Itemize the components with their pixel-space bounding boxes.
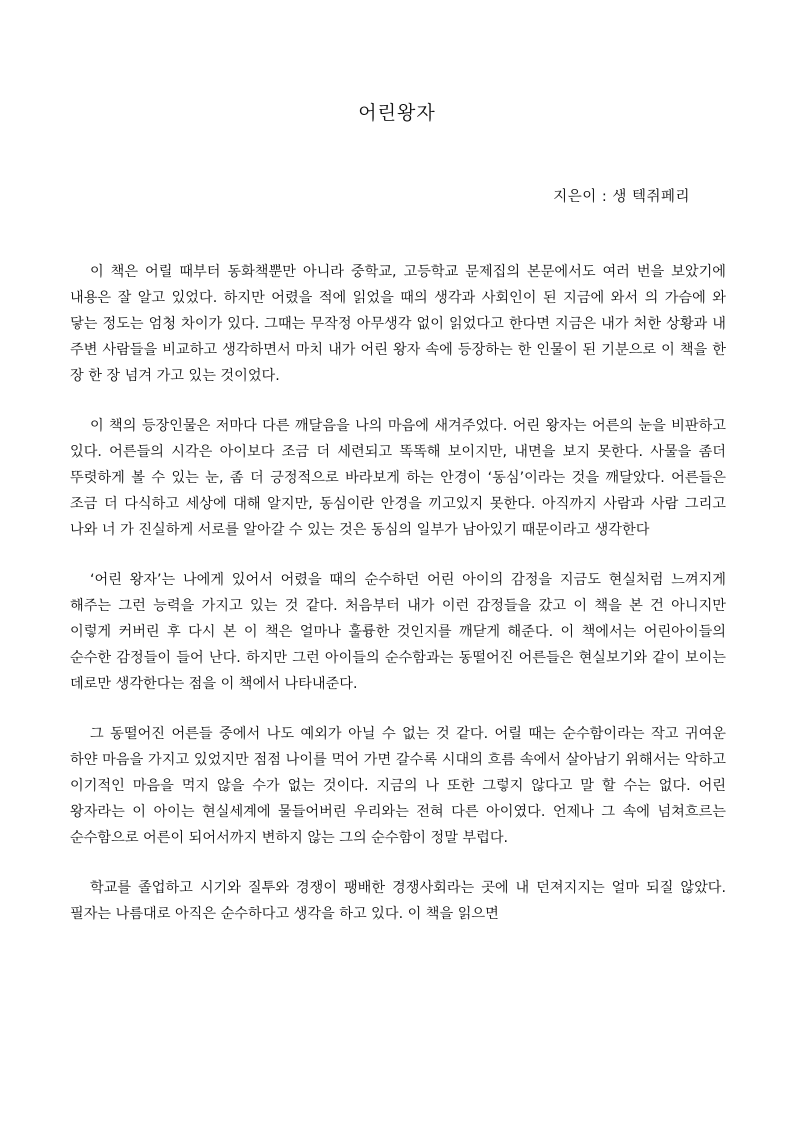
document-title: 어린왕자 (358, 102, 436, 124)
body-paragraph: 이 책은 어릴 때부터 동화책뿐만 아니라 중학교, 고등학교 문제집의 본문에서도 여러 번을 보았기에 내용은 잘 알고 있었다. 하지만 어렸을 적에 읽었을 때의 생각과 사회인이 된 지금에 와서 의 가슴에 와 닿는 정도는 엄청 차이가 있다. 그때는 무작정 아무생각 없이 읽었다고 한다면 지금은 내가 처한 상황과 내 주변 사람들을 비교하고 생각하면서 마치 내가 어린 왕자 속에 등장하는 한 인물이 된 기분으로 이 책을 한 장 한 장 넘겨 가고 있는 것이었다. (70, 264, 726, 384)
body-paragraph: 그 동떨어진 어른들 중에서 나도 예외가 아닐 수 없는 것 같다. 어릴 때는 순수함이라는 작고 귀여운 하얀 마음을 가지고 있었지만 점점 나이를 먹어 가면 갈수록 시대의 흐름 속에서 살아남기 위해서는 악하고 이기적인 마음을 먹지 않을 수가 없는 것이다. 지금의 나 또한 그렇지 않다고 말 할 수는 없다. 어린 왕자라는 이 아이는 현실세계에 물들어버린 우리와는 전혀 다른 아이였다. 언제나 그 속에 넘쳐흐르는 순수함으로 어른이 되어서까지 변하지 않는 그의 순수함이 정말 부럽다. (70, 726, 726, 846)
body-paragraph: ‘어린 왕자’는 나에게 있어서 어렸을 때의 순수하던 어린 아이의 감정을 지금도 현실처럼 느껴지게 해주는 그런 능력을 가지고 있는 것 같다. 처음부터 내가 이런 감정들을 갔고 이 책을 본 건 아니지만 이렇게 커버린 후 다시 본 이 책은 얼마나 훌륭한 것인지를 깨닫게 해준다. 이 책에서는 어린아이들의 순수한 감정들이 들어 난다. 하지만 그런 아이들의 순수함과는 동떨어진 어른들은 현실보기와 같이 보이는 데로만 생각한다는 점을 이 책에서 나타내준다. (70, 572, 726, 692)
document-author: 지은이 : 생 텍쥐페리 (553, 189, 690, 205)
body-paragraph: 이 책의 등장인물은 저마다 다른 깨달음을 나의 마음에 새겨주었다. 어린 왕자는 어른의 눈을 비판하고 있다. 어른들의 시각은 아이보다 조금 더 세련되고 똑똑해 보이지만, 내면을 보지 못한다. 사물을 좀더 뚜렷하게 볼 수 있는 눈, 좀 더 긍정적으로 바라보게 하는 안경이 ‘동심’이라는 것을 깨달았다. 어른들은 조금 더 다식하고 세상에 대해 알지만, 동심이란 안경을 끼고있지 못한다. 아직까지 사람과 사람 그리고 나와 너 가 진실하게 서로를 알아갈 수 있는 것은 동심의 일부가 남아있기 때문이라고 생각한다 (70, 418, 726, 538)
body-paragraph: 학교를 졸업하고 시기와 질투와 경쟁이 팽배한 경쟁사회라는 곳에 내 던져지지는 얼마 되질 않았다. 필자는 나름대로 아직은 순수하다고 생각을 하고 있다. 이 책을 읽으면 (70, 880, 726, 922)
document-body (70, 259, 726, 951)
